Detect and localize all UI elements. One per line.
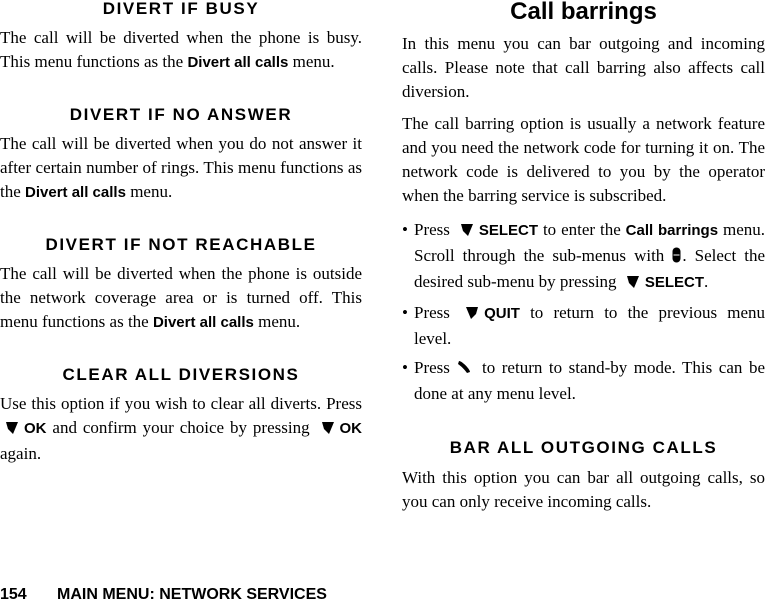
divert-if-not-reachable-text: The call will be diverted when the phone is outside the network coverage area or is turned off. This menu functions as the Divert all calls menu. [0,264,362,331]
clear-all-diversions-text: Use this option if you wish to clear all diverts. Press OK and confirm your choice by pressing OK again. [0,394,362,463]
divert-if-busy-text: The call will be diverted when the phone is busy. This menu functions as the Divert all calls menu. [0,28,362,71]
instruction-item-select: • Press SELECT to enter the Call barrings menu. Scroll through the sub-menus with . Select the desired sub-menu by pressing SELECT. [402,218,765,296]
instruction-item-standby: • Press to return to stand-by mode. This can be done at any menu level. [402,358,765,403]
left-column [0,0,362,466]
heading-clear-all-diversions: CLEAR ALL DIVERSIONS [62,365,300,384]
page-number: 154 [0,586,27,603]
divert-all-calls-menu-name: Divert all calls [25,184,126,201]
heading-bar-all-outgoing-calls: BAR ALL OUTGOING CALLS [449,438,718,457]
quit-key-label: QUIT [484,305,520,322]
right-softkey-icon [464,303,480,327]
instruction-item-quit: • Press QUIT to return to the previous menu level. [402,303,765,348]
call-barrings-menu-name: Call barrings [625,222,719,239]
bar-all-outgoing-calls-text: With this option you can bar all outgoing calls, so you can only receive incoming calls. [402,468,765,511]
left-softkey-icon [4,418,20,442]
page-footer [0,586,327,604]
select-key-label: SELECT [644,274,704,291]
ok-key-label: OK [24,420,47,437]
heading-divert-if-not-reachable: DIVERT IF NOT REACHABLE [45,235,317,254]
end-call-key-icon [456,358,472,382]
divert-all-calls-menu-name: Divert all calls [187,54,289,71]
left-softkey-icon [625,272,641,296]
divert-all-calls-menu-name: Divert all calls [152,314,254,331]
divert-if-no-answer-text: The call will be diverted when you do not answer it after certain number of rings. This menu functions as the Divert all calls menu. [0,134,362,201]
call-barrings-network-info: The call barring option is usually a network feature and you need the network code for turning it on. The network code is delivered to you by the operator when the barring service is subscribed. [402,114,765,205]
page-title: Call barrings [510,0,657,25]
heading-divert-if-busy: DIVERT IF BUSY [102,0,260,18]
heading-divert-if-no-answer: DIVERT IF NO ANSWER [69,105,293,124]
right-column [402,0,765,514]
left-softkey-icon [459,220,475,244]
scroll-key-icon [672,246,681,270]
left-softkey-icon [320,418,336,442]
ok-key-label: OK [339,420,362,437]
footer-section-title: MAIN MENU: NETWORK SERVICES [57,586,327,603]
call-barrings-intro: In this menu you can bar outgoing and incoming calls. Please note that call barring also affects call diversion. [402,34,765,101]
select-key-label: SELECT [478,222,539,239]
